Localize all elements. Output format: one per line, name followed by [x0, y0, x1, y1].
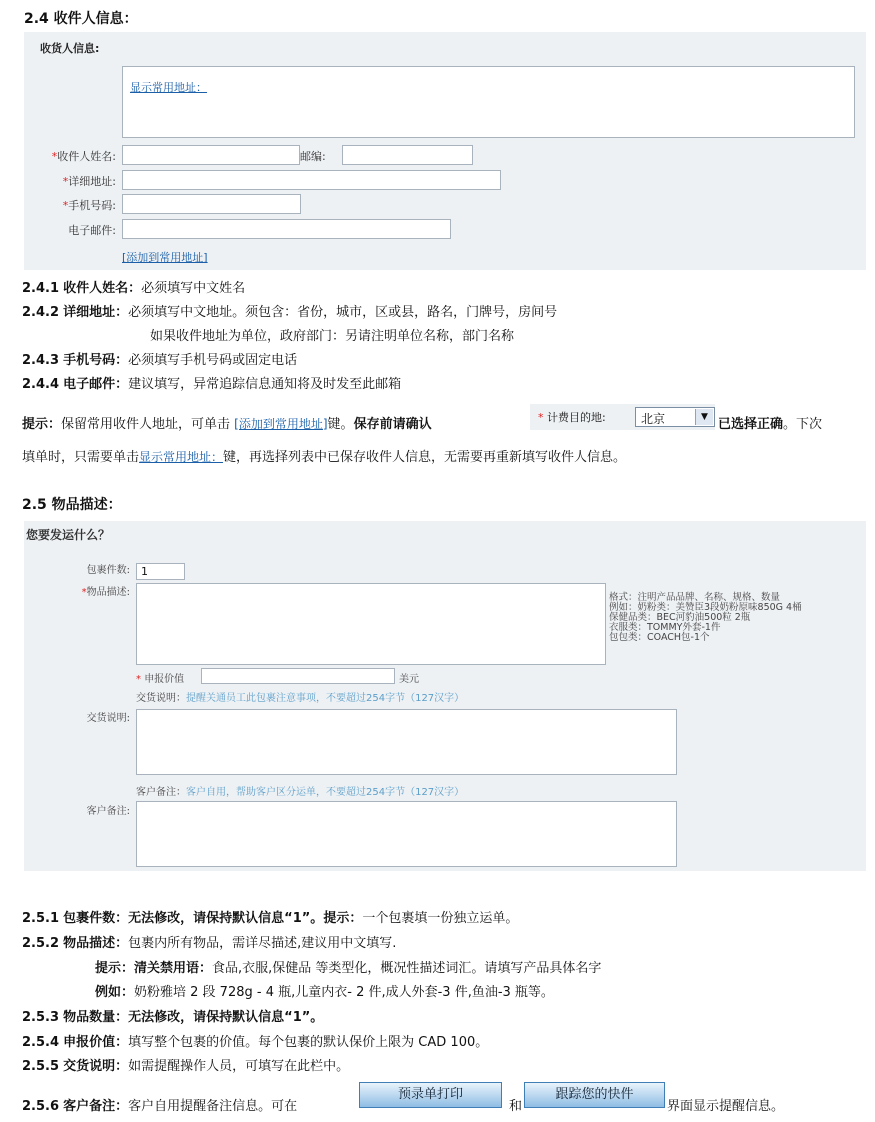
- remark-label: 客户备注:: [86, 806, 130, 817]
- delivery-label: 交货说明:: [86, 713, 130, 724]
- and-text: 和: [509, 1099, 523, 1114]
- note-2-5-6: 2.5.6 客户备注：客户自用提醒备注信息。可在: [22, 1099, 298, 1114]
- delivery-hint: 交货说明：提醒关通员工此包裹注意事项，不要超过254字节（127汉字）: [136, 693, 465, 704]
- note-2-5-2: 2.5.2 物品描述：包裹内所有物品，需详尽描述,建议用中文填写.: [22, 936, 397, 951]
- chevron-down-icon[interactable]: ▼: [695, 409, 713, 425]
- pre-record-print-button[interactable]: 预录单打印: [359, 1082, 502, 1108]
- tip-show-address-link[interactable]: 显示常用地址：: [139, 450, 224, 464]
- note-2-4-2-indent: 如果收件地址为单位，政府部门：另请注明单位名称，部门名称: [150, 329, 515, 344]
- destination-label: * 计费目的地:: [538, 411, 606, 424]
- format-hint: 格式：注明产品品牌、名称、规格、数量 例如：奶粉类：美赞臣3段奶粉原味850G 4桶 保健品类：BEC河豹油500粒 2瓶 衣服类：TOMMY外套-1件 包包类：COACH包-1个: [609, 592, 802, 643]
- recipient-panel: [24, 32, 866, 270]
- phone-input[interactable]: [122, 194, 301, 214]
- section-2-5-heading: 2.5 物品描述：: [22, 497, 122, 513]
- declared-value-input[interactable]: [201, 668, 395, 684]
- address-book-box: [122, 66, 855, 138]
- note-2-5-6-end: 界面显示提醒信息。: [667, 1099, 785, 1114]
- note-2-4-3: 2.4.3 手机号码：必须填写手机号码或固定电话: [22, 353, 298, 368]
- show-address-link[interactable]: 显示常用地址：: [130, 81, 207, 94]
- recipient-name-input[interactable]: [122, 145, 300, 165]
- delivery-textarea[interactable]: [136, 709, 677, 775]
- item-panel: [24, 521, 866, 871]
- remark-hint: 客户备注：客户自用，帮助客户区分运单，不要超过254字节（127汉字）: [136, 787, 465, 798]
- tip-add-address-link[interactable]: [添加到常用地址]: [234, 417, 328, 431]
- zip-input[interactable]: [342, 145, 473, 165]
- phone-label: *手机号码:: [62, 199, 116, 212]
- note-2-5-2-example: 例如：奶粉雅培 2 段 728g - 4 瓶,儿童内衣- 2 件,成人外套-3 件,鱼油-3 瓶等。: [95, 985, 554, 1000]
- note-2-4-1: 2.4.1 收件人姓名：必须填写中文姓名: [22, 281, 246, 296]
- item-panel-title: 您要发运什么？: [26, 528, 111, 542]
- note-2-4-4: 2.4.4 电子邮件：建议填写，异常追踪信息通知将及时发至此邮箱: [22, 377, 402, 392]
- item-desc-label: *物品描述:: [81, 587, 130, 598]
- note-2-5-4: 2.5.4 申报价值：填写整个包裹的价值。每个包裹的默认保价上限为 CAD 100。: [22, 1035, 489, 1050]
- track-shipment-button[interactable]: 跟踪您的快件: [524, 1082, 665, 1108]
- pkg-count-input[interactable]: 1: [136, 563, 185, 580]
- currency-label: 美元: [399, 674, 419, 685]
- item-desc-textarea[interactable]: [136, 583, 606, 665]
- destination-select[interactable]: 北京 ▼: [635, 407, 715, 427]
- destination-widget: [530, 404, 715, 430]
- name-label: *收件人姓名:: [51, 150, 116, 163]
- note-2-5-2-tip: 提示：清关禁用语：食品,衣服,保健品 等类型化，概况性描述词汇。请填写产品具体名字: [95, 961, 602, 976]
- section-2-4-heading: 2.4 收件人信息：: [24, 11, 138, 27]
- tip-line-1-end: 已选择正确。下次: [718, 417, 823, 432]
- email-label: 电子邮件:: [68, 224, 116, 237]
- address-input[interactable]: [122, 170, 501, 190]
- add-address-link[interactable]: [添加到常用地址]: [122, 251, 208, 264]
- pkg-count-label: 包裹件数:: [86, 565, 130, 576]
- note-2-5-1: 2.5.1 包裹件数：无法修改，请保持默认信息“1”。提示：一个包裹填一份独立运单。: [22, 911, 519, 926]
- note-2-4-2: 2.4.2 详细地址：必须填写中文地址。须包含：省份，城市，区或县，路名，门牌号，房间号: [22, 305, 558, 320]
- tip-line-2: 填单时，只需要单击显示常用地址：键，再选择列表中已保存收件人信息，无需要再重新填写收件人信息。: [22, 450, 627, 465]
- note-2-5-3: 2.5.3 物品数量：无法修改，请保持默认信息“1”。: [22, 1010, 324, 1025]
- remark-textarea[interactable]: [136, 801, 677, 867]
- tip-line-1: 提示：保留常用收件人地址，可单击 [添加到常用地址]键。保存前请确认: [22, 417, 432, 432]
- zip-label: 邮编:: [300, 150, 326, 163]
- address-label: *详细地址:: [62, 175, 116, 188]
- panel-title: 收货人信息:: [40, 42, 100, 55]
- note-2-5-5: 2.5.5 交货说明：如需提醒操作人员，可填写在此栏中。: [22, 1059, 350, 1074]
- declared-value-label: * 申报价值: [136, 674, 185, 685]
- email-input[interactable]: [122, 219, 451, 239]
